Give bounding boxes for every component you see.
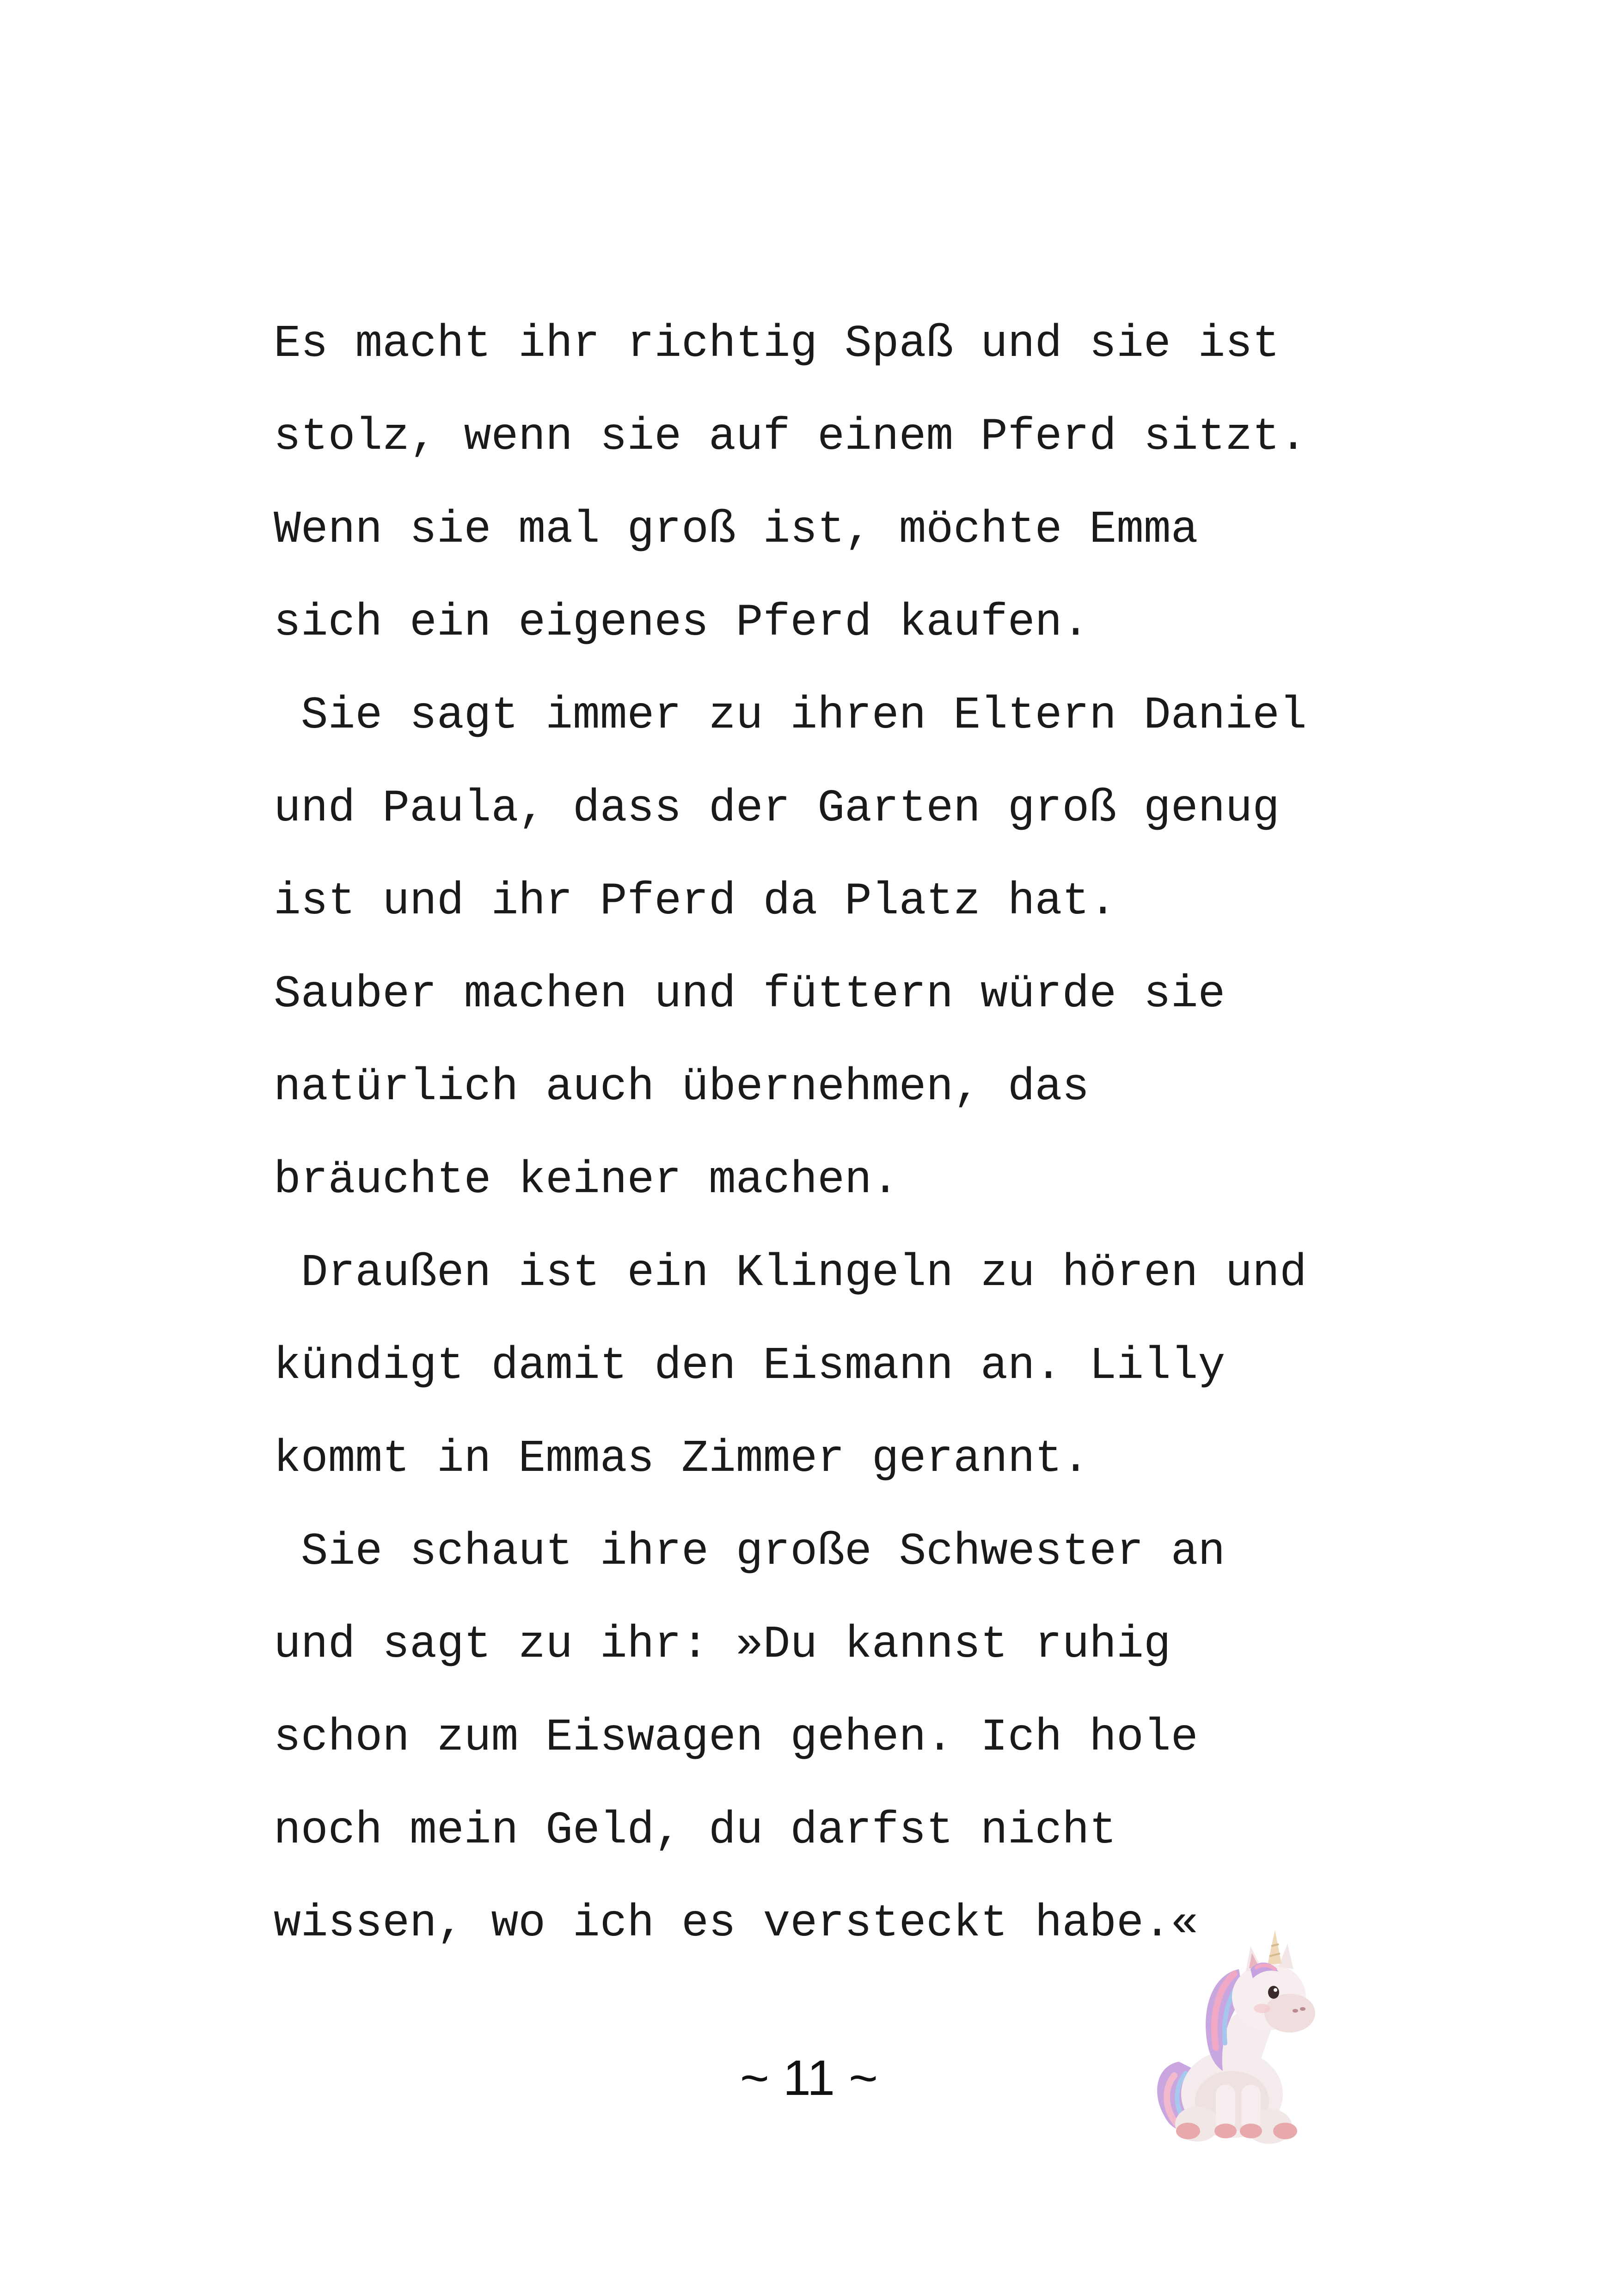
text-line: bräuchte keiner machen. [274, 1155, 899, 1206]
text-line: ist und ihr Pferd da Platz hat. [274, 876, 1117, 927]
text-line: Es macht ihr richtig Spaß und sie ist [274, 318, 1280, 370]
text-line: stolz, wenn sie auf einem Pferd sitzt. [274, 411, 1307, 463]
text-line: und sagt zu ihr: »Du kannst ruhig [274, 1619, 1171, 1671]
story-text [274, 314, 1383, 1987]
text-line: Sauber machen und füttern würde sie [274, 969, 1226, 1020]
text-line: noch mein Geld, du darfst nicht [274, 1805, 1117, 1856]
page-number: ~ 11 ~ [740, 2050, 878, 2106]
text-line: schon zum Eiswagen gehen. Ich hole [274, 1712, 1198, 1763]
text-line: sich ein eigenes Pferd kaufen. [274, 597, 1090, 649]
text-line: Wenn sie mal groß ist, möchte Emma [274, 504, 1198, 556]
text-line: Sie sagt immer zu ihren Eltern Daniel [274, 690, 1307, 741]
text-line: kommt in Emmas Zimmer gerannt. [274, 1433, 1090, 1485]
plush-unicorn-icon [1146, 1928, 1341, 2149]
text-line: natürlich auch übernehmen, das [274, 1062, 1090, 1113]
text-line: und Paula, dass der Garten groß genug [274, 783, 1280, 834]
text-line: wissen, wo ich es versteckt habe.« [274, 1898, 1198, 1949]
text-line: Sie schaut ihre große Schwester an [274, 1526, 1226, 1578]
text-line: Draußen ist ein Klingeln zu hören und [274, 1248, 1307, 1299]
text-line: kündigt damit den Eismann an. Lilly [274, 1341, 1226, 1392]
